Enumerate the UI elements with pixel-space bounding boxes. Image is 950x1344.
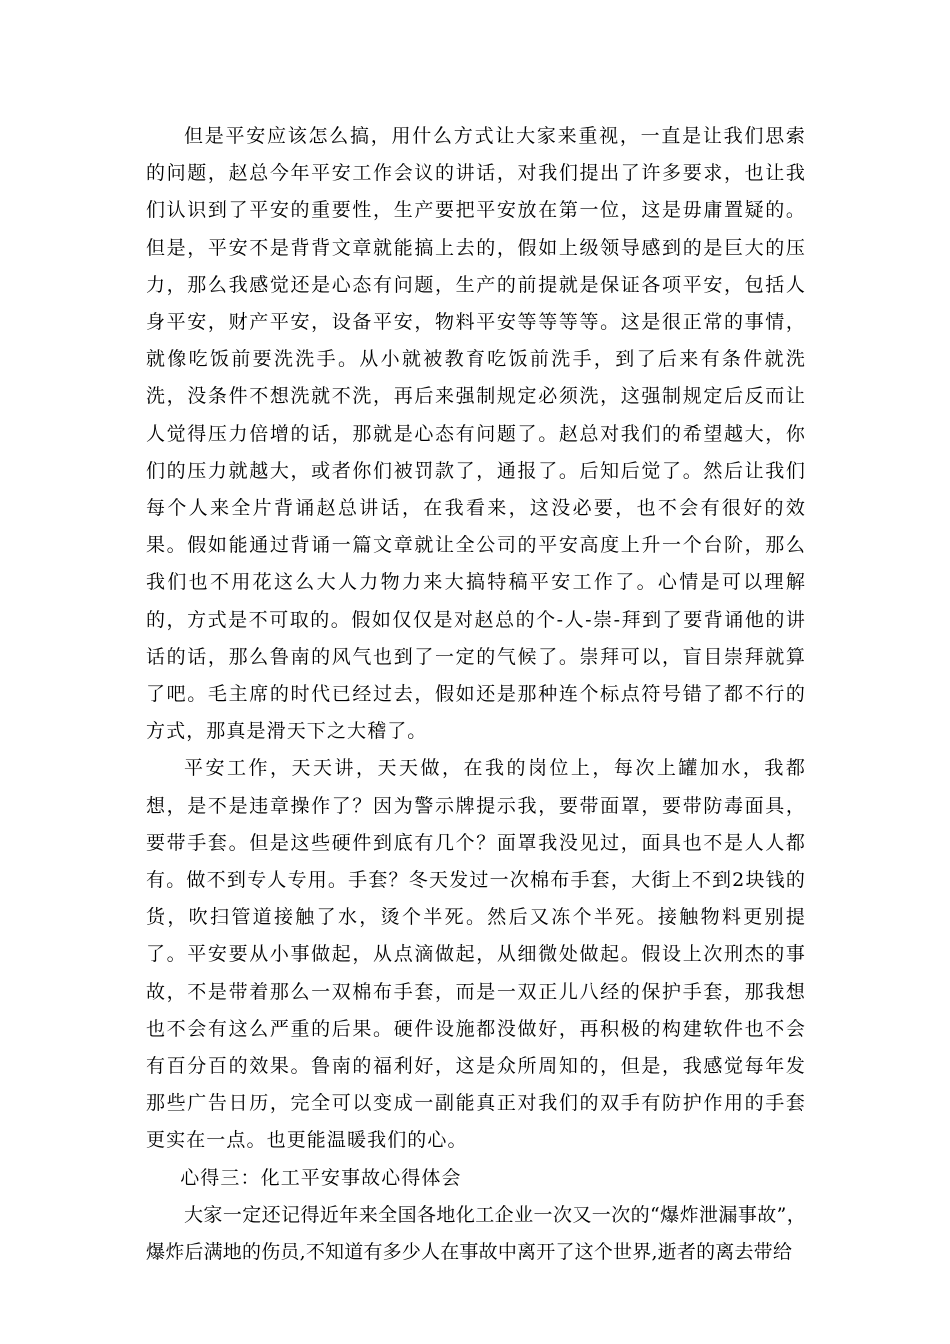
document-body — [146, 118, 806, 1271]
body-paragraph: 平安工作，天天讲，天天做，在我的岗位上，每次上罐加水，我都想，是不是违章操作了？因为警示牌提示我，要带面罩，要带防毒面具，要带手套。但是这些硬件到底有几个？面罩我没见过，面具也不是人人都有。做不到专人专用。手套？冬天发过一次棉布手套，大街上不到2块钱的货，吹扫管道接触了水，烫个半死。然后又冻个半死。接触物料更别提了。平安要从小事做起，从点滴做起，从细微处做起。假设上次刑杰的事故，不是带着那么一双棉布手套，而是一双正儿八经的保护手套，那我想也不会有这么严重的后果。硬件设施都没做好，再积极的构建软件也不会有百分百的效果。鲁南的福利好，这是众所周知的，但是，我感觉每年发那些广告日历，完全可以变成一副能真正对我们的双手有防护作用的手套更实在一点。也更能温暖我们的心。 — [146, 757, 806, 1152]
body-paragraph: 但是平安应该怎么搞，用什么方式让大家来重视，一直是让我们思索的问题，赵总今年平安工作会议的讲话，对我们提出了许多要求，也让我们认识到了平安的重要性，生产要把平安放在第一位，这是毋庸置疑的。但是，平安不是背背文章就能搞上去的，假如上级领导感到的是巨大的压力，那么我感觉还是心态有问题，生产的前提就是保证各项平安，包括人身平安，财产平安，设备平安，物料平安等等等等。这是很正常的事情，就像吃饭前要洗洗手。从小就被教育吃饭前洗手，到了后来有条件就洗洗，没条件不想洗就不洗，再后来强制规定必须洗，这强制规定后反而让人觉得压力倍增的话，那就是心态有问题了。赵总对我们的希望越大，你们的压力就越大，或者你们被罚款了，通报了。后知后觉了。然后让我们每个人来全片背诵赵总讲话，在我看来，这没必要，也不会有很好的效果。假如能通过背诵一篇文章就让全公司的平安高度上升一个台阶，那么我们也不用花这么大人力物力来大搞特稿平安工作了。心情是可以理解的，方式是不可取的。假如仅仅是对赵总的个-人-崇-拜到了要背诵他的讲话的话，那么鲁南的风气也到了一定的气候了。崇拜可以，盲目崇拜就算了吧。毛主席的时代已经过去，假如还是那种连个标点符号错了都不行的方式，那真是滑天下之大稽了。 — [146, 125, 806, 743]
body-paragraph: 大家一定还记得近年来全国各地化工企业一次又一次的“爆炸泄漏事故”，爆炸后满地的伤员,不知道有多少人在事故中离开了这个世界,逝者的离去带给 — [146, 1203, 806, 1264]
section-heading: 心得三：化工平安事故心得体会 — [180, 1166, 462, 1189]
